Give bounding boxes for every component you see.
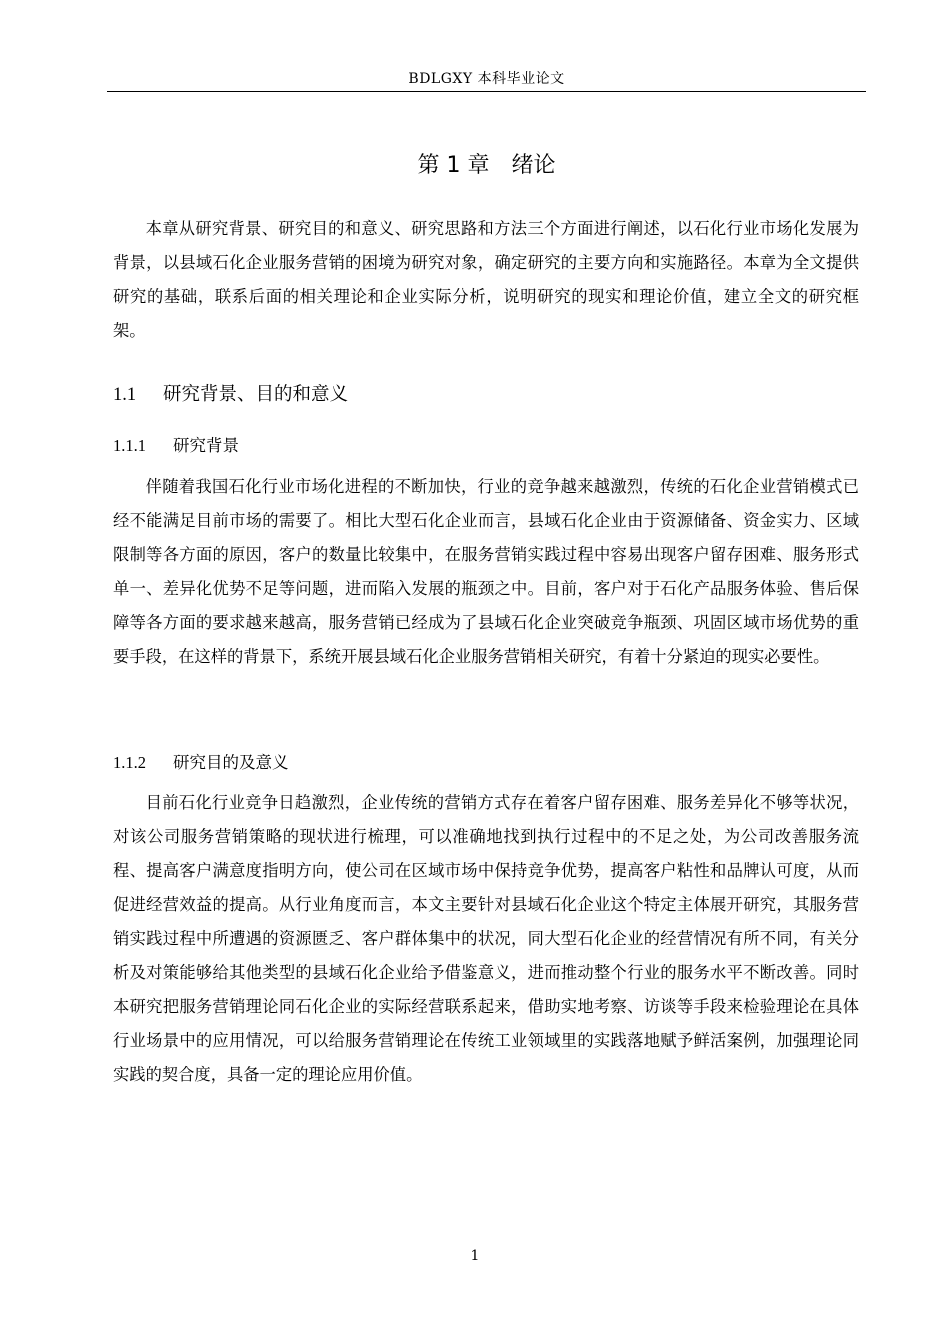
chapter-title: 第 1 章 绪论: [417, 153, 556, 178]
page-number: 1: [470, 1248, 480, 1264]
section-heading-1-1-1: [113, 432, 239, 456]
section-heading-1-1-2: [113, 749, 289, 773]
section-number: 1.1.2: [113, 753, 146, 772]
background-paragraph: 伴随着我国石化行业市场化进程的不断加快，行业的竞争越来越激烈，传统的石化企业营销模式已经不能满足目前市场的需要了。相比大型石化企业而言，县域石化企业由于资源储备、资金实力、区域限制等各方面的原因，客户的数量比较集中，在服务营销实践过程中容易出现客户留存困难、服务形式单一、差异化优势不足等问题，进而陷入发展的瓶颈之中。目前，客户对于石化产品服务体验、售后保障等各方面的要求越来越高，服务营销已经成为了县域石化企业突破竞争瓶颈、巩固区域市场优势的重要手段，在这样的背景下，系统开展县域石化企业服务营销相关研究，有着十分紧迫的现实必要性。: [113, 477, 859, 666]
section-title: 研究背景: [173, 436, 239, 455]
purpose-paragraph: 目前石化行业竞争日趋激烈，企业传统的营销方式存在着客户留存困难、服务差异化不够等状况，对该公司服务营销策略的现状进行梳理，可以准确地找到执行过程中的不足之处，为公司改善服务流程、提高客户满意度指明方向，使公司在区域市场中保持竞争优势，提高客户粘性和品牌认可度，从而促进经营效益的提高。从行业角度而言，本文主要针对县域石化企业这个特定主体展开研究，其服务营销实践过程中所遭遇的资源匮乏、客户群体集中的状况，同大型石化企业的经营情况有所不同，有关分析及对策能够给其他类型的县域石化企业给予借鉴意义，进而推动整个行业的服务水平不断改善。同时本研究把服务营销理论同石化企业的实际经营联系起来，借助实地考察、访谈等手段来检验理论在具体行业场景中的应用情况，可以给服务营销理论在传统工业领域里的实践落地赋予鲜活案例，加强理论同实践的契合度，具备一定的理论应用价值。: [113, 793, 859, 1084]
header-rule: [107, 91, 866, 92]
section-number: 1.1: [113, 385, 137, 405]
section-number: 1.1.1: [113, 436, 146, 455]
section-heading-1-1: [113, 380, 348, 406]
intro-paragraph: 本章从研究背景、研究目的和意义、研究思路和方法三个方面进行阐述，以石化行业市场化发展为背景，以县域石化企业服务营销的困境为研究对象，确定研究的主要方向和实施路径。本章为全文提供研究的基础，联系后面的相关理论和企业实际分析，说明研究的现实和理论价值，建立全文的研究框架。: [113, 219, 859, 340]
running-header: BDLGXY 本科毕业论文: [408, 71, 565, 87]
section-title: 研究背景、目的和意义: [163, 384, 349, 405]
section-title: 研究目的及意义: [173, 753, 289, 772]
